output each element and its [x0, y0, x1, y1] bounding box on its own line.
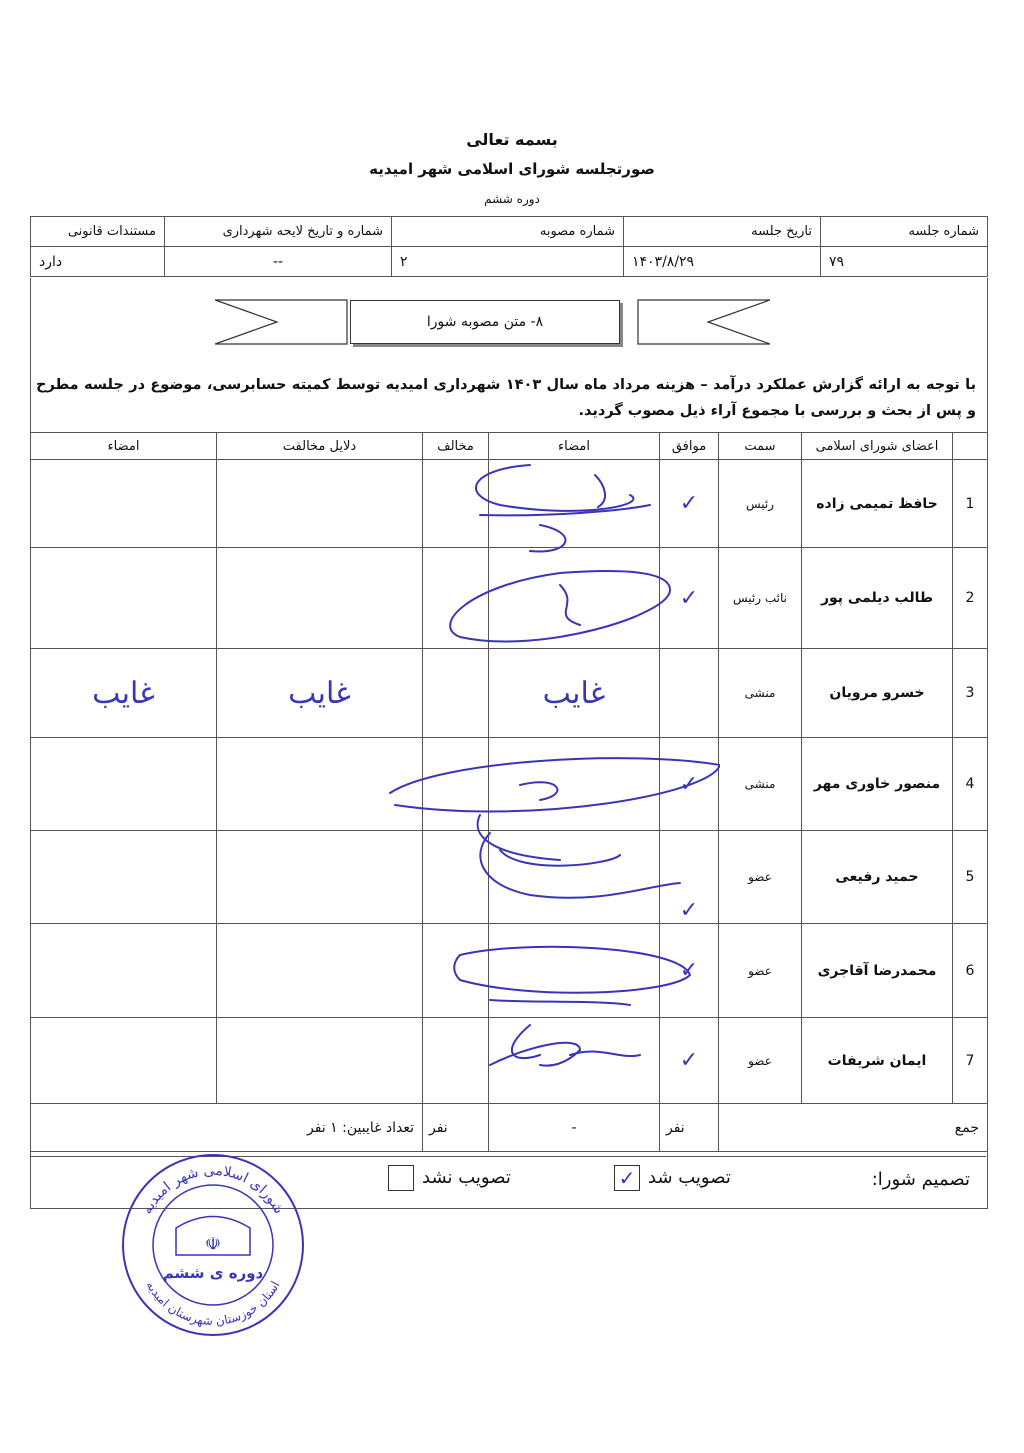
header-municipal-bill: شماره و تاریخ لایحه شهرداری	[165, 217, 392, 247]
agree-check-mark: ✓	[660, 831, 719, 924]
row-number: 2	[953, 548, 988, 649]
col-opposition-reasons: دلایل مخالفت	[217, 433, 423, 460]
row-number: 4	[953, 738, 988, 831]
member-role: منشی	[719, 649, 802, 738]
rejected-label: تصویب نشد	[422, 1167, 511, 1188]
svg-text:☫: ☫	[204, 1234, 222, 1255]
absent-note-handwritten: غایب	[31, 649, 217, 738]
member-role: عضو	[719, 831, 802, 924]
row-number: 7	[953, 1018, 988, 1104]
signature-7	[490, 1025, 640, 1066]
decision-label: تصمیم شورا:	[871, 1169, 970, 1190]
signature-4	[390, 758, 720, 860]
totals-label: جمع	[719, 1104, 988, 1152]
value-meeting-number: ۷۹	[821, 247, 988, 277]
row-number: 1	[953, 460, 988, 548]
seal-text-top: شورای اسلامی شهر امیدیه	[139, 1162, 287, 1217]
signature-1	[476, 465, 650, 551]
approved-label: تصویب شد	[648, 1167, 731, 1188]
totals-row	[31, 1104, 988, 1152]
member-name: حمید رفیعی	[802, 831, 953, 924]
col-signature-2: امضاء	[31, 433, 217, 460]
header-meeting-number: شماره جلسه	[821, 217, 988, 247]
member-role: رئیس	[719, 460, 802, 548]
signatures-overlay	[380, 455, 720, 1105]
agree-check-mark: ✓	[660, 460, 719, 548]
seal-text-bottom: استان خوزستان شهرستان امیدیه	[143, 1278, 283, 1329]
banner-label: ۸- متن مصوبه شورا	[426, 314, 544, 330]
col-signature: امضاء	[489, 433, 660, 460]
agree-check-mark: ✓	[660, 1018, 719, 1104]
member-name: خسرو مرویان	[802, 649, 953, 738]
signature-2	[450, 571, 670, 642]
opposed-total: -	[489, 1104, 660, 1152]
period-label: دوره ششم	[484, 192, 540, 206]
council-seal	[118, 1150, 308, 1340]
absent-note-handwritten: غایب	[217, 649, 423, 738]
opposed-unit: نفر	[423, 1104, 489, 1152]
bismillah: بسمه تعالی	[466, 130, 558, 149]
header-legal-documents: مستندات قانونی	[31, 217, 165, 247]
resolution-banner	[350, 300, 620, 344]
col-opposed: مخالف	[423, 433, 489, 460]
absent-note-handwritten: غایب	[489, 649, 660, 738]
document-title: صورتجلسه شورای اسلامی شهر امیدیه	[369, 160, 655, 178]
agree-check-mark: ✓	[660, 738, 719, 831]
value-municipal-bill: --	[165, 247, 392, 277]
header-meeting-date: تاریخ جلسه	[624, 217, 821, 247]
agree-check-mark: ✓	[660, 924, 719, 1018]
approved-checkbox[interactable]: ✓	[614, 1165, 640, 1191]
row-number: 6	[953, 924, 988, 1018]
value-meeting-date: ۱۴۰۳/۸/۲۹	[624, 247, 821, 277]
col-members: اعضای شورای اسلامی	[802, 433, 953, 460]
meeting-info-table	[30, 216, 988, 277]
member-role: نائب رئیس	[719, 548, 802, 649]
header-resolution-number: شماره مصوبه	[392, 217, 624, 247]
absent-count: تعداد غایبین: ۱ نفر	[31, 1104, 423, 1152]
rejected-checkbox[interactable]	[388, 1165, 414, 1191]
row-number: 3	[953, 649, 988, 738]
member-name: طالب دیلمی پور	[802, 548, 953, 649]
member-role: عضو	[719, 924, 802, 1018]
agree-unit: نفر	[660, 1104, 719, 1152]
value-resolution-number: ۲	[392, 247, 624, 277]
member-name: حافظ تمیمی زاده	[802, 460, 953, 548]
member-name: منصور خاوری مهر	[802, 738, 953, 831]
member-role: منشی	[719, 738, 802, 831]
row-number: 5	[953, 831, 988, 924]
member-role: عضو	[719, 1018, 802, 1104]
value-legal-documents: دارد	[31, 247, 165, 277]
member-name: محمدرضا آقاجری	[802, 924, 953, 1018]
agree-check-mark: ✓	[660, 548, 719, 649]
resolution-text: با توجه به ارائه گزارش عملکرد درآمد – هزینه مرداد ماه سال ۱۴۰۳ شهرداری امیدیه توسط کمیته حسابرسی، موضوع در جلسه مطرح و پس از بحث و بررسی با مجموع آراء ذیل مصوب گردید.	[36, 377, 977, 419]
col-agree: موافق	[660, 433, 719, 460]
signature-6	[454, 947, 690, 1005]
member-name: ایمان شریفات	[802, 1018, 953, 1104]
signature-5	[480, 833, 680, 898]
seal-text-center: دوره ی ششم	[162, 1264, 264, 1282]
col-role: سمت	[719, 433, 802, 460]
